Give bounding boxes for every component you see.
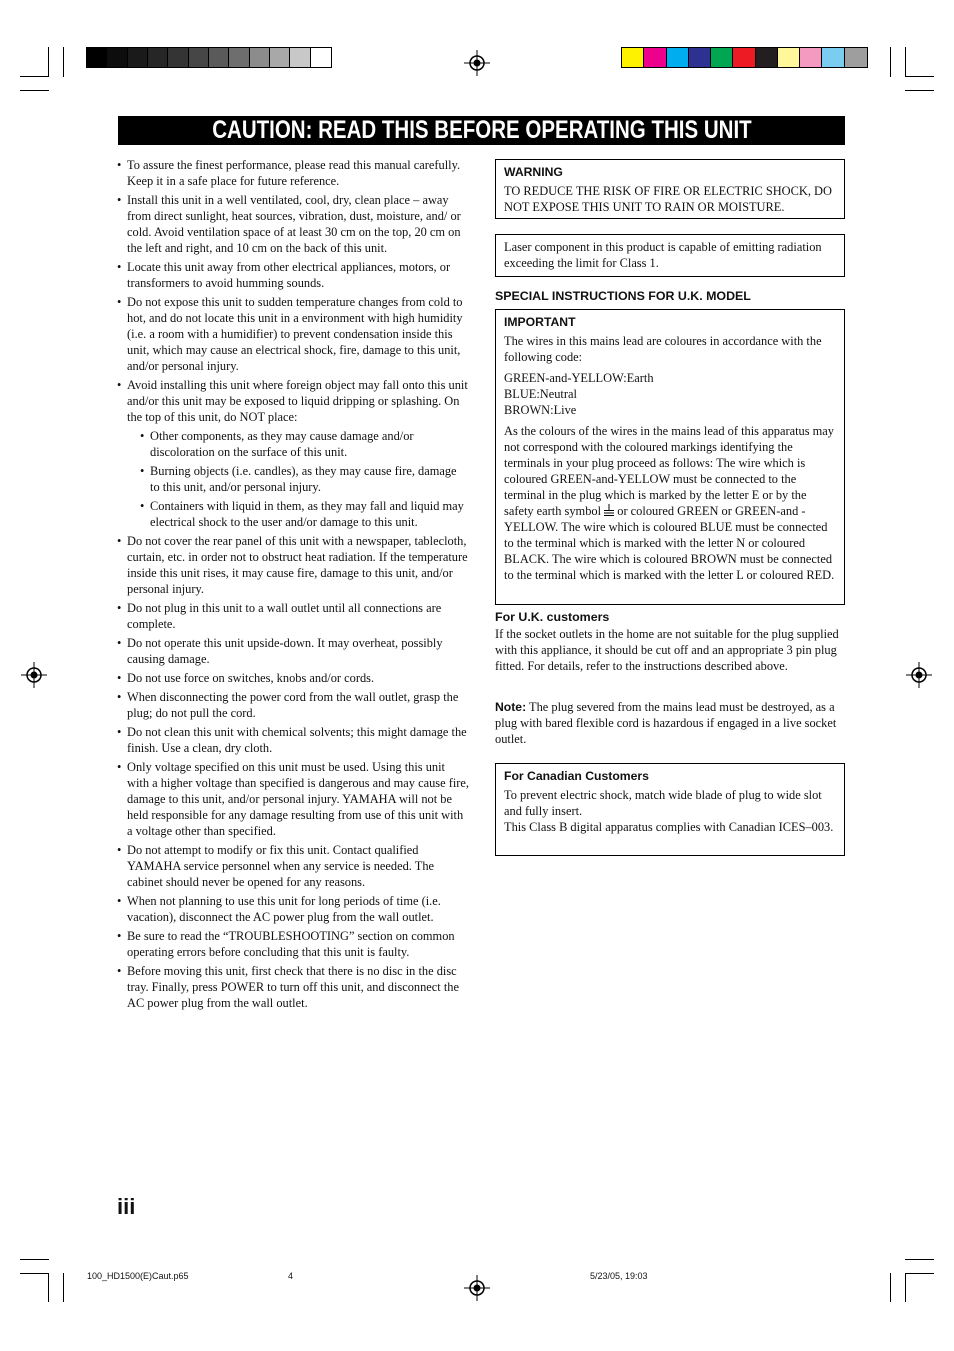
registration-mark-icon bbox=[906, 662, 932, 688]
warning-text: TO REDUCE THE RISK OF FIRE OR ELECTRIC SHOCK, DO NOT EXPOSE THIS UNIT TO RAIN OR MOISTURE. bbox=[504, 184, 832, 214]
page-number: iii bbox=[117, 1194, 136, 1219]
uk-note bbox=[495, 699, 845, 747]
note-text: The plug severed from the mains lead must be destroyed, as a plug with bared flexible cord is hazardous if engaged in a live socket outlet. bbox=[495, 700, 837, 746]
list-item: • Do not clean this unit with chemical solvents; this might damage the finish. Use a clean, dry cloth. bbox=[117, 724, 469, 756]
list-item-text: Avoid installing this unit where foreign object may fall onto this unit and/or this unit may be exposed to liquid dripping or splashing. On the top of this unit, do NOT place: bbox=[127, 378, 468, 424]
wiring-instructions-part2: or coloured GREEN or GREEN-and - YELLOW. The wire which is coloured BLUE must be connected to the terminal which is marked with the letter N or coloured BLACK. The wire which is coloured BROWN must be connected to the terminal which is marked with the letter L or coloured RED. bbox=[504, 504, 835, 582]
list-item: • Install this unit in a well ventilated, cool, dry, clean place – away from direct sunlight, heat sources, vibration, dust, moisture, and/ or cold. Avoid ventilation space of at least 30 cm on the top, 20 cm on the left and right, and 10 cm on the back of this unit. bbox=[117, 192, 469, 256]
important-intro: The wires in this mains lead are coloures in accordance with the following code: bbox=[504, 334, 822, 364]
sub-list-item: • Burning objects (i.e. candles), as they may cause fire, damage to this unit, and/or personal injury. bbox=[140, 463, 469, 495]
color-swatch bbox=[800, 48, 822, 67]
crop-mark bbox=[48, 1273, 49, 1302]
crop-mark bbox=[905, 1273, 934, 1274]
crop-mark bbox=[63, 1273, 64, 1302]
crop-mark bbox=[905, 76, 934, 77]
warning-box bbox=[495, 159, 845, 219]
footer-page: 4 bbox=[288, 1271, 294, 1281]
list-item: • When disconnecting the power cord from the wall outlet, grasp the plug; do not pull the cord. bbox=[117, 689, 469, 721]
sub-list bbox=[127, 428, 469, 530]
crop-mark bbox=[20, 1259, 49, 1260]
color-swatch bbox=[733, 48, 755, 67]
color-bar bbox=[621, 47, 868, 68]
note-label: Note: bbox=[495, 700, 527, 714]
canadian-customers-line2: This Class B digital apparatus complies with Canadian ICES–003. bbox=[504, 820, 834, 834]
earth-symbol-icon bbox=[604, 504, 614, 516]
canadian-customers-box bbox=[495, 763, 845, 856]
color-swatch bbox=[250, 48, 270, 67]
crop-mark bbox=[63, 47, 64, 77]
crop-mark bbox=[905, 47, 906, 77]
footer-date: 5/23/05, 19:03 bbox=[590, 1271, 648, 1281]
crop-mark bbox=[890, 47, 891, 77]
color-swatch bbox=[711, 48, 733, 67]
color-swatch bbox=[270, 48, 290, 67]
color-swatch bbox=[168, 48, 188, 67]
uk-section-heading: SPECIAL INSTRUCTIONS FOR U.K. MODEL bbox=[495, 289, 751, 303]
registration-mark-icon bbox=[464, 1275, 490, 1301]
list-item: • Do not attempt to modify or fix this unit. Contact qualified YAMAHA service personnel when any service is needed. The cabinet should never be opened for any reasons. bbox=[117, 842, 469, 890]
list-item: • Do not cover the rear panel of this unit with a newspaper, tablecloth, curtain, etc. in order not to obstruct heat radiation. If the temperature inside this unit rises, it may cause fire, damage to this unit, and/or personal injury. bbox=[117, 533, 469, 597]
color-swatch bbox=[311, 48, 331, 67]
color-swatch bbox=[845, 48, 867, 67]
important-heading: IMPORTANT bbox=[504, 315, 576, 329]
list-item: • Do not use force on switches, knobs and/or cords. bbox=[117, 670, 469, 686]
wire-code-list bbox=[504, 370, 836, 418]
wire-code-neutral: BLUE:Neutral bbox=[504, 387, 577, 401]
list-item: • To assure the finest performance, please read this manual carefully. Keep it in a safe place for future reference. bbox=[117, 157, 469, 189]
crop-mark bbox=[890, 1273, 891, 1302]
color-swatch bbox=[209, 48, 229, 67]
uk-customers-heading: For U.K. customers bbox=[495, 610, 610, 624]
list-item: • Do not operate this unit upside-down. It may overheat, possibly causing damage. bbox=[117, 635, 469, 667]
registration-mark-icon bbox=[21, 662, 47, 688]
crop-mark bbox=[48, 47, 49, 77]
list-item: • Do not plug in this unit to a wall outlet until all connections are complete. bbox=[117, 600, 469, 632]
color-swatch bbox=[644, 48, 666, 67]
color-swatch bbox=[87, 48, 107, 67]
color-swatch bbox=[622, 48, 644, 67]
footer-filename: 100_HD1500(E)Caut.p65 bbox=[87, 1271, 189, 1281]
canadian-customers-line1: To prevent electric shock, match wide blade of plug to wide slot and fully insert. bbox=[504, 788, 822, 818]
laser-notice-box bbox=[495, 234, 845, 277]
color-swatch bbox=[778, 48, 800, 67]
warning-heading: WARNING bbox=[504, 165, 563, 179]
grayscale-bar bbox=[86, 47, 332, 68]
crop-mark bbox=[20, 90, 49, 91]
page-title bbox=[118, 116, 845, 145]
crop-mark bbox=[905, 1259, 934, 1260]
wire-code-live: BROWN:Live bbox=[504, 403, 577, 417]
color-swatch bbox=[107, 48, 127, 67]
list-item: • Do not expose this unit to sudden temperature changes from cold to hot, and do not locate this unit in a environment with high humidity (i.e. a room with a humidifier) to prevent condensation inside this unit, which may cause an electrical shock, fire, damage to this unit, and/or personal injury. bbox=[117, 294, 469, 374]
wire-code-earth: GREEN-and-YELLOW:Earth bbox=[504, 371, 654, 385]
page-title-text: CAUTION: READ THIS BEFORE OPERATING THIS UNIT bbox=[211, 116, 752, 144]
list-item: • Before moving this unit, first check that there is no disc in the disc tray. Finally, press POWER to turn off this unit, and disconnect the AC power plug from the wall outlet. bbox=[117, 963, 469, 1011]
wiring-instructions bbox=[504, 423, 836, 583]
color-swatch bbox=[667, 48, 689, 67]
registration-mark-icon bbox=[464, 50, 490, 76]
crop-mark bbox=[905, 90, 934, 91]
uk-customers-text: If the socket outlets in the home are not suitable for the plug supplied with this appliance, it should be cut off and an appropriate 3 pin plug fitted. For details, refer to the instructions described above. bbox=[495, 627, 839, 673]
color-swatch bbox=[189, 48, 209, 67]
crop-mark bbox=[20, 1273, 49, 1274]
sub-list-item: • Containers with liquid in them, as they may fall and liquid may electrical shock to the user and/or damage to this unit. bbox=[140, 498, 469, 530]
list-item: • When not planning to use this unit for long periods of time (i.e. vacation), disconnect the AC power plug from the wall outlet. bbox=[117, 893, 469, 925]
crop-mark bbox=[20, 76, 49, 77]
wiring-instructions-part1: As the colours of the wires in the mains lead of this apparatus may not correspond with the coloured markings identifying the terminals in your plug proceed as follows: The wire which is coloured GREEN-and-YELLOW must be connected to the terminal in the plug which is marked by the letter E or by the safety earth symbol bbox=[504, 424, 834, 518]
important-box bbox=[495, 309, 845, 605]
list-item: • Only voltage specified on this unit must be used. Using this unit with a higher voltage than specified is dangerous and may cause fire, damage to this unit, and/or personal injury. YAMAHA will not be held responsible for any damage resulting from use of this unit with a voltage other than specified. bbox=[117, 759, 469, 839]
color-swatch bbox=[822, 48, 844, 67]
color-swatch bbox=[128, 48, 148, 67]
list-item: • Locate this unit away from other electrical appliances, motors, or transformers to avoid humming sounds. bbox=[117, 259, 469, 291]
list-item bbox=[117, 377, 469, 530]
crop-mark bbox=[905, 1273, 906, 1302]
color-swatch bbox=[689, 48, 711, 67]
caution-list bbox=[117, 157, 469, 1014]
color-swatch bbox=[148, 48, 168, 67]
color-swatch bbox=[290, 48, 310, 67]
sub-list-item: • Other components, as they may cause damage and/or discoloration on the surface of this unit. bbox=[140, 428, 469, 460]
list-item: • Be sure to read the “TROUBLESHOOTING” section on common operating errors before concluding that this unit is faulty. bbox=[117, 928, 469, 960]
laser-notice-text: Laser component in this product is capable of emitting radiation exceeding the limit for Class 1. bbox=[504, 240, 822, 270]
canadian-customers-heading: For Canadian Customers bbox=[504, 769, 649, 783]
color-swatch bbox=[229, 48, 249, 67]
color-swatch bbox=[756, 48, 778, 67]
